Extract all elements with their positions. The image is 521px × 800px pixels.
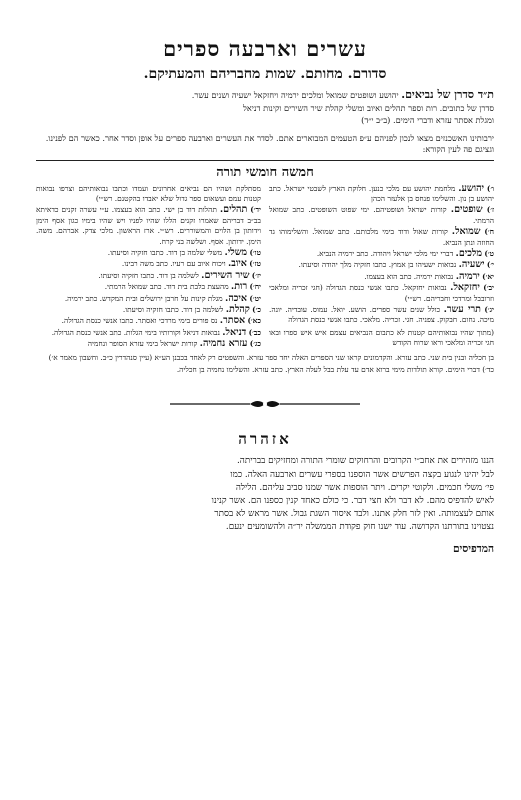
book-description: לשלמה בן דוד. כתבו חזקיה וסיעתו. <box>98 270 202 280</box>
book-name: רות. <box>230 281 248 293</box>
book-description: מלחמת יהושע עם מלכי כנען. חלוקת הארץ לשבטי ישראל. כתב יהושע בן נון. והשלימו פנחס בן אלעזר הכהן <box>269 183 494 203</box>
book-description: קורות ישראל ושופטיהם. ימי שפוט השופטים. כתב שמואל הרמתי. <box>269 205 494 225</box>
section-heading: חמשה חומשי תורה <box>216 164 314 180</box>
book-entry <box>36 259 261 269</box>
book-description: ויכוח איוב עם רעיו. כתב משה רבינו. <box>121 259 228 269</box>
book-name: דניאל. <box>222 326 247 338</box>
intro-block <box>36 89 494 127</box>
intro-text: יהושע ושופטים שמואל ומלכים ירמיה ויחזקאל ישעיה ושנים עשר. <box>191 90 402 100</box>
warning-line: לבל יהינו לנגוע בקצה הפרשים אשר הוספנו בספרי עשרים וארבעה האלה. כמו <box>230 469 494 480</box>
book-description: כולל שנים עשר ספרים. הושע. יואל. עמוס. עובדיה. יונה. מיכה. נחום. חבקוק. צפניה. חגי. זכריה. מלאכי. כתבו אנשי כנסת הגדולה <box>269 304 494 325</box>
entry-number: כב׳) <box>248 327 261 337</box>
book-description: נבואות יחזקאל. כתבו אנשי כנסת הגדולה (חגי זכריה ומלאכי וזרובבל ומרדכי וחבריהם. רש״י) <box>269 283 494 303</box>
right-column-note: (מתוך שהיו נבואותיהם קטנות לא כתבום הנביאים עצמם איש איש ספרו ובאו חגי זכריה ומלאכי וראו שרוח הקודש <box>269 327 494 348</box>
document-page <box>36 34 494 774</box>
book-description: נבואות ירמיה. כתב הוא בעצמו. <box>364 271 456 281</box>
divider-rule <box>36 160 494 161</box>
book-description: דברי ימי מלכי ישראל ויהודה. כתב ירמיה הנביא. <box>316 248 456 258</box>
entry-number: יא׳) <box>482 271 494 281</box>
book-description: לשלמה בן דוד. כתבו חזקיה וסיעתו. <box>122 304 226 314</box>
book-name: שמואל. <box>451 226 481 238</box>
entry-number: טז׳) <box>249 259 261 269</box>
entry-number: טו׳) <box>249 247 261 257</box>
book-description: נס פורים בימי מרדכי ואסתר. כתבו אנשי כנסת הגדולה. <box>61 316 220 326</box>
book-name: איכה. <box>225 292 248 304</box>
intro-note: ירבותינו האשכנזים מצאו לנכון לפניהם ע״פ הטעמים המבוארים אתם. לסדר את העשרים וארבעה ספרים על אופן וסדר אחר. כאשר הם לפנינו. וגציגם פה לעין הקורא: <box>45 132 494 154</box>
entry-number: יז׳) <box>251 270 261 280</box>
book-entry <box>36 184 261 205</box>
book-entry <box>269 305 494 326</box>
intro-lead: ת״ד סדרן של נביאים. <box>401 88 494 101</box>
book-entry <box>269 205 494 226</box>
book-description: מהעצת בלבת בית דוד. כתב שמואל הרמתי. <box>104 282 231 292</box>
book-entry <box>36 305 261 315</box>
book-name: יהושע. <box>458 182 485 194</box>
book-entry <box>36 271 261 281</box>
book-columns <box>36 184 494 351</box>
book-description: נבואות דניאל וקורותיו בימי הגלות. כתב אנשי כנסת הגדולה. <box>51 327 223 337</box>
book-entry <box>269 249 494 259</box>
book-description: מגלת קינות על חרבן ירושלים ובית המקדש. כתב ירמיה. <box>64 293 226 303</box>
entry-number: ט׳) <box>484 248 494 258</box>
intro-line <box>36 102 494 115</box>
right-column <box>269 184 494 351</box>
warning-body <box>36 455 494 534</box>
book-entry <box>269 184 494 205</box>
book-name: ירמיה. <box>455 270 480 282</box>
book-description: קורות ישראל בימי עזרא הסופר ונחמיה <box>87 339 200 349</box>
book-name: מלכים. <box>455 247 482 259</box>
intro-line <box>36 89 494 102</box>
book-name: יחזקאל. <box>450 282 480 294</box>
ornament-divider <box>36 395 494 414</box>
entry-number: יט׳) <box>249 293 261 303</box>
book-description: משלי שלמה בן דוד. כתבו חזקיה וסיעתו. <box>107 247 225 257</box>
book-description: תהלות דוד בן ישי. כתב הוא בעצמו. ע״י עשרה זקנים כדאיתא בב״ב דבריהם שאמרו זקנים הללו שהיו לפניו ויש שהיו בימיו כגון אסף הימן וידותון בן הלוים והמשוררים. רש״י. ארז הראשון. מלכי צדק. אברהם. משה. הימן. ידותון. אסף. ושלשה בני קרח. <box>36 205 261 246</box>
left-column <box>36 184 261 351</box>
bottom-note-2: כד׳) דברי הימים. קורא תולדות מימי ברוא אדם עד עלת בבל לעלה הארץ. כתב עזרא. והשלימו נחמיה בן חכליה. <box>176 365 494 374</box>
book-entry <box>36 316 261 326</box>
book-name: תרי עשר. <box>443 303 481 315</box>
book-entry <box>36 282 261 292</box>
book-description: נבואות ישעיהו בן אמוץ. כתבו חזקיה מלך יהודה וסיעתו. <box>298 260 459 270</box>
entry-number: כ׳) <box>252 304 261 314</box>
warning-line: אותם לעצמותה. ואין לזר חלק אתנו. ולבד איסור השגת גבול. אשר מראש לא בסתר <box>214 509 494 520</box>
entry-number: יב׳) <box>483 283 494 293</box>
book-entry <box>36 328 261 338</box>
book-name: שיר השירים. <box>201 269 250 281</box>
book-name: עזרא נחמיה. <box>199 338 248 350</box>
book-entry <box>269 227 494 248</box>
entry-number: כא׳) <box>247 316 261 326</box>
entry-number: י׳) <box>486 260 494 270</box>
bottom-note-1: בן חכליה ובנין בית שני. כתב עזרא. והקדמונים קראו שני הספרים האלה יחד ספר עזרא. והשפטים רק לאחד בכבנן הע״א (עיין סנהדרין כ״ב. וחשבון מאמר א׳) <box>48 352 494 362</box>
warning-title: אזהרה <box>238 430 292 449</box>
book-name: איוב. <box>227 258 247 270</box>
entry-number: יח׳) <box>249 282 261 292</box>
entry-number: יג׳) <box>484 304 494 314</box>
entry-number: ח׳) <box>484 227 494 237</box>
document-subtitle: סדורם. מחותם. שמות מחבריהם והמעתיקם. <box>143 66 387 82</box>
book-entry <box>36 339 261 349</box>
book-name: תהלים. <box>219 204 248 216</box>
book-name: משלי. <box>224 246 248 258</box>
intro-text: סדרן של כתובים. רות וספר תהלים ואיוב ומשלי קהלת שיר השירים וקינות דניאל <box>242 102 494 113</box>
entry-number: ו׳) <box>486 183 494 193</box>
publisher-signature: המדפיסים <box>452 542 494 555</box>
book-name: ישעיה. <box>458 259 485 271</box>
warning-line: פי׳ משלי חכמים. ולקוטי יקרים. ויתר הוספות אשר שמנו סביב עליהם. הלילה <box>235 482 494 493</box>
book-description: קורות שאול ודוד בימי מלכותם. כתב שמואל. והשלימוהו גד החוזה ונתן הנביא. <box>269 227 494 247</box>
book-description: מסתלקת ושהיו הם נביאים אחרונים ועמדו וכתבו נבואותיהם וצרפו נבואות קטנות עמם ועשאום ספר גדול שלא יאבדו בהקטנם. רש״י) <box>36 183 261 203</box>
entry-number: ז׳) <box>486 205 494 215</box>
book-name: אסתר. <box>219 315 246 327</box>
document-title: עשרים וארבעה ספרים <box>163 36 367 61</box>
book-name: שופטים. <box>450 204 483 216</box>
book-entry <box>269 283 494 304</box>
book-entry <box>269 260 494 270</box>
intro-text: ומגלת אסתר עזרא ודברי הימים. (ב״ב י״ד) <box>361 115 494 125</box>
book-entry <box>36 248 261 258</box>
book-entry <box>269 272 494 282</box>
book-entry <box>36 205 261 247</box>
warning-line: נצטוינו בתורתנו הקדושה. עוד ישנו חוק פקודת הממשלה יר״ה ולהשומעים ינעם. <box>225 522 494 533</box>
book-entry <box>36 294 261 304</box>
intro-line <box>36 114 494 127</box>
entry-number: כג׳) <box>249 339 261 349</box>
warning-line: הננו מזהירים את אחב״י הקרובים והרחוקים שומרי התורה ומחזיקים בבריתה. <box>237 456 494 467</box>
warning-line: לאיש להדפיס מהם. לא דבר ולא חצי דבר. כי כולם כאחד קנין כספנו הם. אשר קנינו <box>211 496 494 507</box>
ornament-icon <box>170 398 360 410</box>
book-name: קהלת. <box>225 303 250 315</box>
entry-number: יד׳) <box>250 205 261 215</box>
